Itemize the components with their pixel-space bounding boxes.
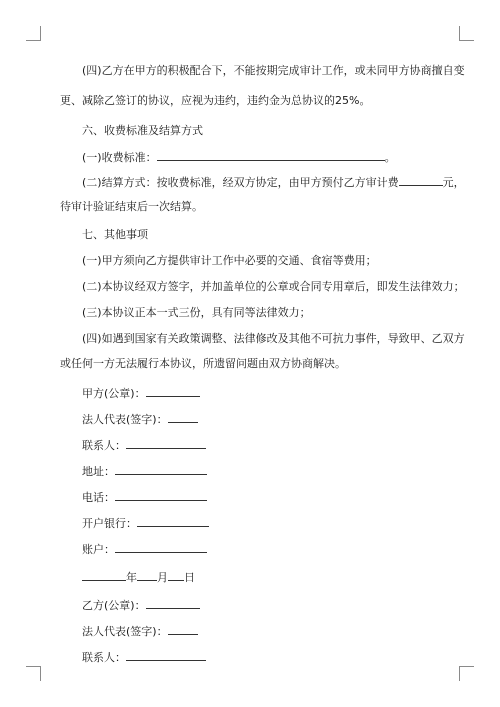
party-a-seal-blank[interactable] (146, 386, 200, 397)
clause-4-line-2: 更、减除乙签订的协议，应视为违约，违约金为总协议的25%。 (60, 94, 371, 107)
party-a-seal-line (82, 386, 200, 401)
legal-rep-b-line (82, 624, 198, 639)
other-item-4-line-2: 或任何一方无法履行本协议，所遗留问题由双方协商解决。 (60, 357, 346, 370)
month-blank[interactable] (137, 570, 157, 581)
clause-4-line-1: (四)乙方在甲方的积极配合下，不能按期完成审计工作，或未同甲方协商擅自变 (82, 64, 465, 77)
legal-rep-b-label: 法人代表(签字)： (82, 625, 168, 638)
party-a-seal-label: 甲方(公章)： (82, 387, 146, 400)
other-item-4-line-1: (四)如遇到国家有关政策调整、法律修改及其他不可抗力事件，导致甲、乙双方 (82, 332, 465, 345)
month-label: 月 (157, 571, 168, 584)
fee-standard-line (82, 150, 396, 165)
phone-label: 电话： (82, 491, 115, 504)
bank-label: 开户银行： (82, 517, 137, 530)
legal-rep-a-line (82, 412, 198, 427)
day-blank[interactable] (168, 570, 184, 581)
account-label: 账户： (82, 543, 115, 556)
crop-mark-top-left (26, 26, 41, 41)
settlement-line-1 (82, 175, 465, 190)
settlement-text: (二)结算方式：按收费标准，经双方协定，由甲方预付乙方审计费 (82, 176, 399, 189)
contact-a-label: 联系人： (82, 439, 126, 452)
section-7-title: 七、其他事项 (82, 228, 148, 241)
other-item-2: (二)本协议经双方签字，并加盖单位的公章或合同专用章后，即发生法律效力； (82, 280, 465, 293)
contact-b-label: 联系人： (82, 651, 126, 664)
address-label: 地址： (82, 465, 115, 478)
bank-blank[interactable] (137, 516, 209, 527)
section-6-title: 六、收费标准及结算方式 (82, 124, 203, 137)
phone-blank[interactable] (115, 490, 207, 501)
other-item-3: (三)本协议正本一式三份，具有同等法律效力； (82, 306, 311, 319)
phone-line (82, 490, 207, 505)
crop-mark-bottom-left (26, 666, 41, 681)
contact-a-line (82, 438, 206, 453)
year-label: 年 (126, 571, 137, 584)
party-b-seal-line (82, 598, 200, 613)
legal-rep-a-blank[interactable] (168, 412, 198, 423)
audit-fee-blank[interactable] (399, 175, 443, 186)
address-blank[interactable] (115, 464, 207, 475)
address-line (82, 464, 207, 479)
day-label: 日 (184, 571, 195, 584)
other-item-1: (一)甲方须向乙方提供审计工作中必要的交通、食宿等费用； (82, 254, 377, 267)
contact-b-blank[interactable] (126, 650, 206, 661)
legal-rep-b-blank[interactable] (168, 624, 198, 635)
crop-mark-bottom-right (459, 666, 474, 681)
settlement-line-2: 待审计验证结束后一次结算。 (60, 200, 203, 213)
fee-standard-label: (一)收费标准： (82, 151, 157, 164)
party-b-seal-blank[interactable] (146, 598, 200, 609)
account-blank[interactable] (115, 542, 207, 553)
legal-rep-a-label: 法人代表(签字)： (82, 413, 168, 426)
date-line-a (82, 570, 195, 585)
bank-line (82, 516, 209, 531)
contact-b-line (82, 650, 206, 665)
contact-a-blank[interactable] (126, 438, 206, 449)
crop-mark-top-right (459, 26, 474, 41)
party-b-seal-label: 乙方(公章)： (82, 599, 146, 612)
fee-standard-blank[interactable] (157, 150, 385, 161)
year-blank[interactable] (82, 570, 126, 581)
account-line (82, 542, 207, 557)
settlement-unit: 元， (442, 176, 465, 189)
fee-standard-end: 。 (384, 151, 396, 164)
